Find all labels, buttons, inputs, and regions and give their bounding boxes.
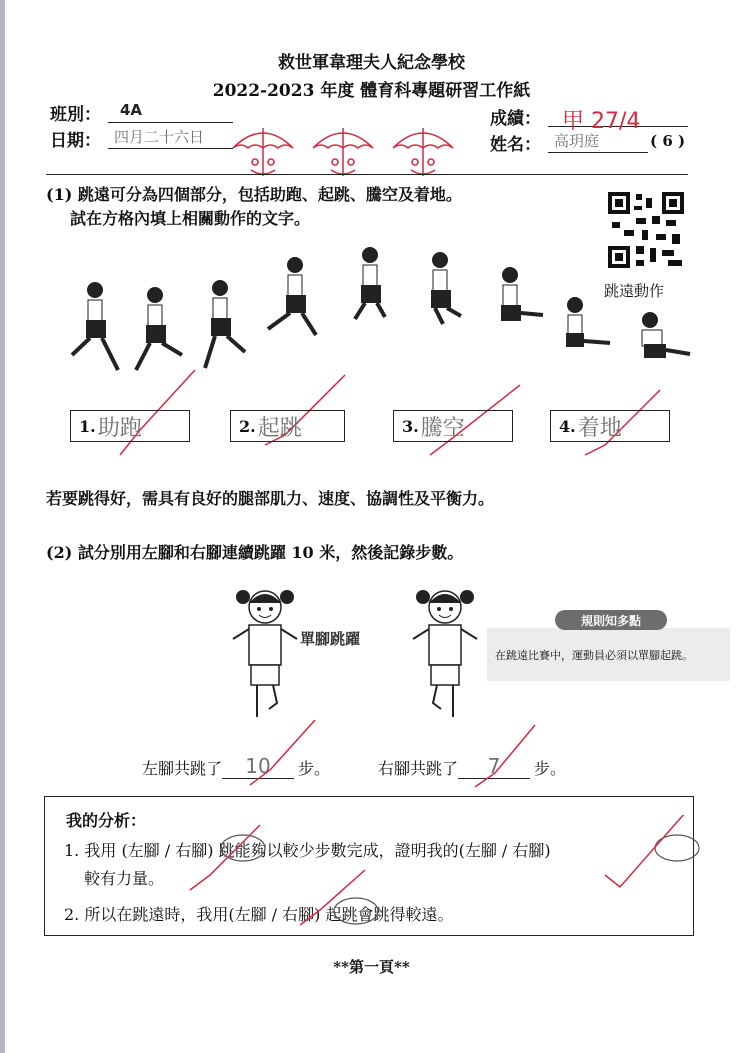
answer-number: 3.	[402, 416, 419, 436]
rule-tip-title: 規則知多點	[555, 610, 667, 630]
date-value: 四月二十六日	[114, 128, 205, 146]
answer-value: 騰空	[420, 415, 465, 441]
answer-value: 着地	[577, 415, 622, 441]
right-steps-field[interactable]: 7	[458, 754, 530, 779]
answer-value: 起跳	[257, 415, 302, 441]
analysis-line-1b: 較有力量。	[84, 869, 165, 888]
q1-instruction: (1) 跳遠可分為四個部分，包括助跑、起跳、騰空及着地。	[46, 185, 462, 204]
reward-stamps	[225, 118, 465, 180]
date-label: 日期：	[50, 131, 101, 151]
grade-label: 成績：	[490, 109, 541, 129]
analysis-line-1: 1. 我用 (左腳 / 右腳) 跳能夠以較少步數完成，證明我的(左腳 / 右腳)	[64, 841, 551, 860]
answer-number: 1.	[79, 416, 96, 436]
left-steps-field[interactable]: 10	[222, 754, 294, 779]
date-field	[108, 126, 233, 149]
jumper-figure-icon	[268, 257, 316, 335]
hopping-girl-right-icon	[405, 585, 485, 735]
skill-note: 若要跳得好，需具有良好的腿部肌力、速度、協調性及平衡力。	[46, 489, 495, 508]
qr-caption: 跳遠動作	[604, 282, 665, 300]
jumper-figure-icon	[355, 247, 385, 319]
class-label: 班別：	[50, 105, 101, 125]
left-prefix: 左腳共跳了	[142, 759, 223, 778]
umbrella-stamp-icon	[393, 128, 453, 176]
step-check-marks	[240, 715, 560, 795]
answer-value: 助跑	[97, 415, 142, 441]
jumper-figure-icon	[431, 252, 461, 324]
class-number: ( 6 )	[650, 132, 686, 150]
hopping-label: 單腳跳躍	[300, 630, 361, 648]
name-value: 高玥庭	[554, 132, 600, 150]
header-divider	[46, 174, 688, 175]
worksheet-subtitle: 2022-2023 年度 體育科專題研習工作紙	[212, 81, 531, 101]
class-field	[108, 100, 233, 123]
circled-choice-icon	[334, 898, 378, 924]
answer-box-2[interactable]	[230, 410, 345, 442]
answer-box-4[interactable]	[550, 410, 670, 442]
page-footer: **第一頁**	[333, 958, 410, 976]
answer-box-3[interactable]	[393, 410, 513, 442]
check-mark-icon	[605, 815, 685, 887]
answer-number: 4.	[559, 416, 576, 436]
check-mark-icon	[250, 720, 315, 785]
grade-value: 甲 27/4	[562, 109, 641, 134]
answer-number: 2.	[239, 416, 256, 436]
grade-field	[548, 104, 688, 134]
scan-edge	[0, 0, 5, 1053]
hopping-girl-left-icon	[225, 585, 305, 735]
q2-instruction: (2) 試分別用左腳和右腳連續跳躍 10 米，然後記錄步數。	[46, 543, 464, 562]
answer-box-1[interactable]	[70, 410, 190, 442]
analysis-title: 我的分析：	[66, 811, 147, 830]
right-suffix: 步。	[534, 759, 567, 778]
umbrella-stamp-icon	[313, 128, 373, 176]
school-title: 救世軍韋理夫人紀念學校	[278, 53, 465, 73]
rule-tip-body: 在跳遠比賽中，運動員必須以單腳起跳。	[487, 628, 730, 681]
analysis-marks	[180, 815, 700, 935]
name-label: 姓名：	[490, 135, 541, 155]
landing-figure-icon	[566, 297, 610, 347]
jumper-figure-icon	[501, 267, 543, 321]
name-field	[548, 130, 648, 153]
q1-instruction-2: 試在方格內填上相關動作的文字。	[70, 209, 311, 228]
analysis-line-2: 2. 所以在跳遠時，我用(左腳 / 右腳) 起跳會跳得較遠。	[64, 905, 454, 924]
class-value: 4A	[120, 101, 143, 119]
left-suffix: 步。	[298, 759, 331, 778]
check-mark-icon	[190, 825, 260, 890]
umbrella-stamp-icon	[233, 128, 293, 176]
right-prefix: 右腳共跳了	[378, 759, 459, 778]
check-mark-icon	[475, 725, 535, 787]
